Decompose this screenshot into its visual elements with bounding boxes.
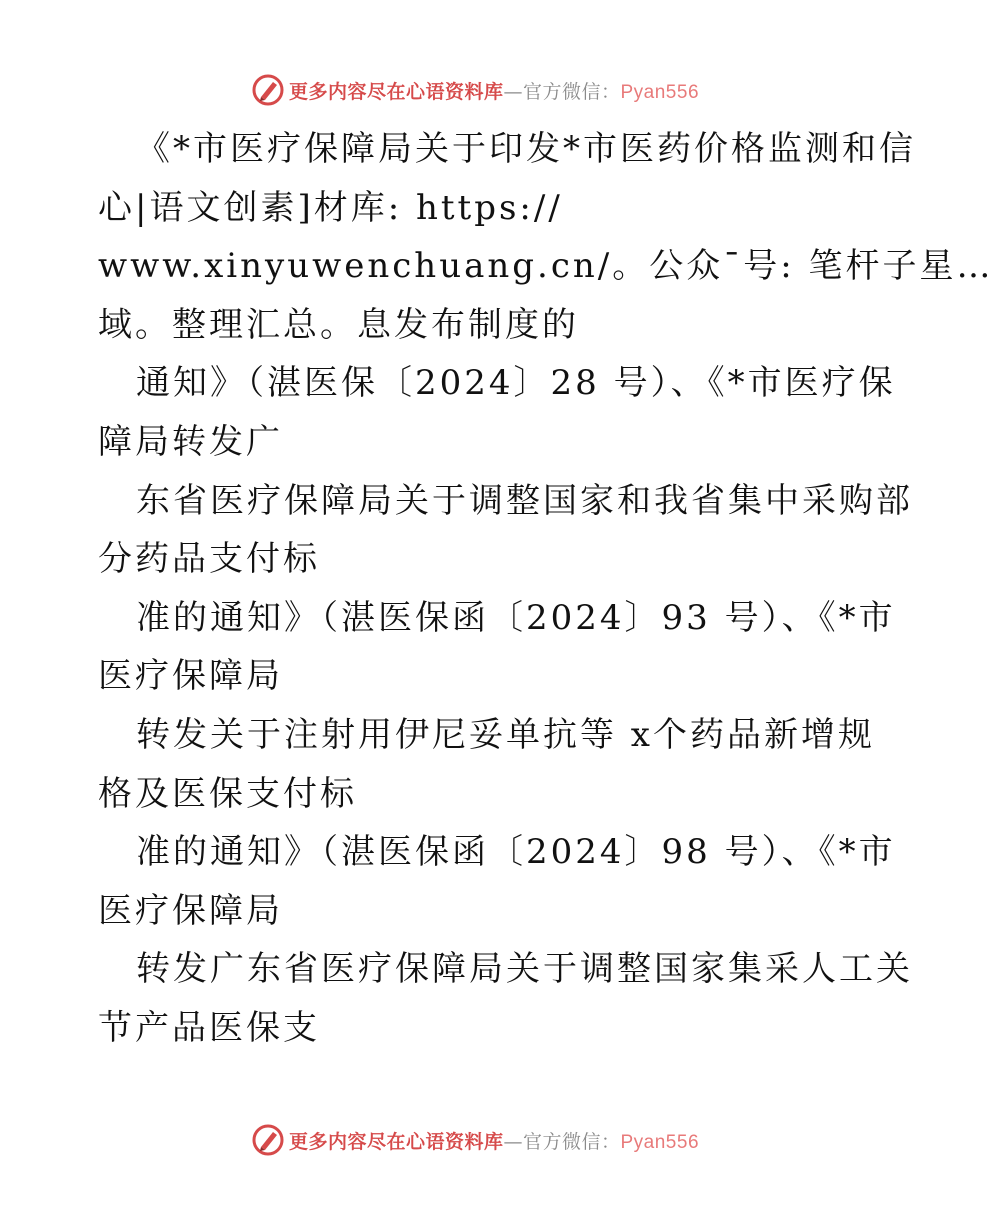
text-line: 转发广东省医疗保障局关于调整国家集采人工关 [136,949,913,990]
text-line: 域。整理汇总。息发布制度的 [98,304,579,345]
text-line: 格及医保支付标 [98,773,357,814]
text-line: 节产品医保支 [98,1007,320,1048]
text-line: 准的通知》（湛医保函〔2024〕93 号）、《*市 [136,597,896,638]
pen-logo-icon [251,73,285,107]
text-line: 东省医疗保障局关于调整国家和我省集中采购部 [136,480,913,521]
header-watermark [0,70,950,110]
watermark-main: 更多内容尽在心语资料库 [288,80,504,103]
text-line: 通知》（湛医保〔2024〕28 号）、《*市医疗保 [136,363,896,404]
text-line: 障局转发广 [98,421,283,462]
watermark-wechat-id: Pyan556 [620,81,700,103]
watermark-wechat-label: 官方微信： [522,1130,621,1153]
text-line: 分药品支付标 [98,539,320,580]
footer-watermark [0,1120,950,1160]
text-line: 医疗保障局 [98,890,283,931]
text-line: 《*市医疗保障局关于印发*市医药价格监测和信 [136,129,916,169]
text-line: 准的通知》（湛医保函〔2024〕98 号）、《*市 [136,832,896,873]
watermark-main: 更多内容尽在心语资料库 [288,1130,504,1153]
watermark-text [289,1127,699,1154]
text-line: 转发关于注射用伊尼妥单抗等 x个药品新增规 [136,714,875,755]
pen-logo-icon [251,1123,285,1157]
text-line: www.xinyuwenchuang.cn/。公众¯号: 笔杆子星… [98,246,994,287]
watermark-separator: — [503,1130,523,1153]
watermark-separator: — [503,80,523,103]
document-body [98,120,994,1058]
watermark-text [289,77,699,104]
text-line: 医疗保障局 [98,656,283,697]
text-line: 心|语文创素]材库: https:// [98,187,563,228]
watermark-wechat-label: 官方微信： [522,80,621,103]
watermark-wechat-id: Pyan556 [620,1131,700,1153]
